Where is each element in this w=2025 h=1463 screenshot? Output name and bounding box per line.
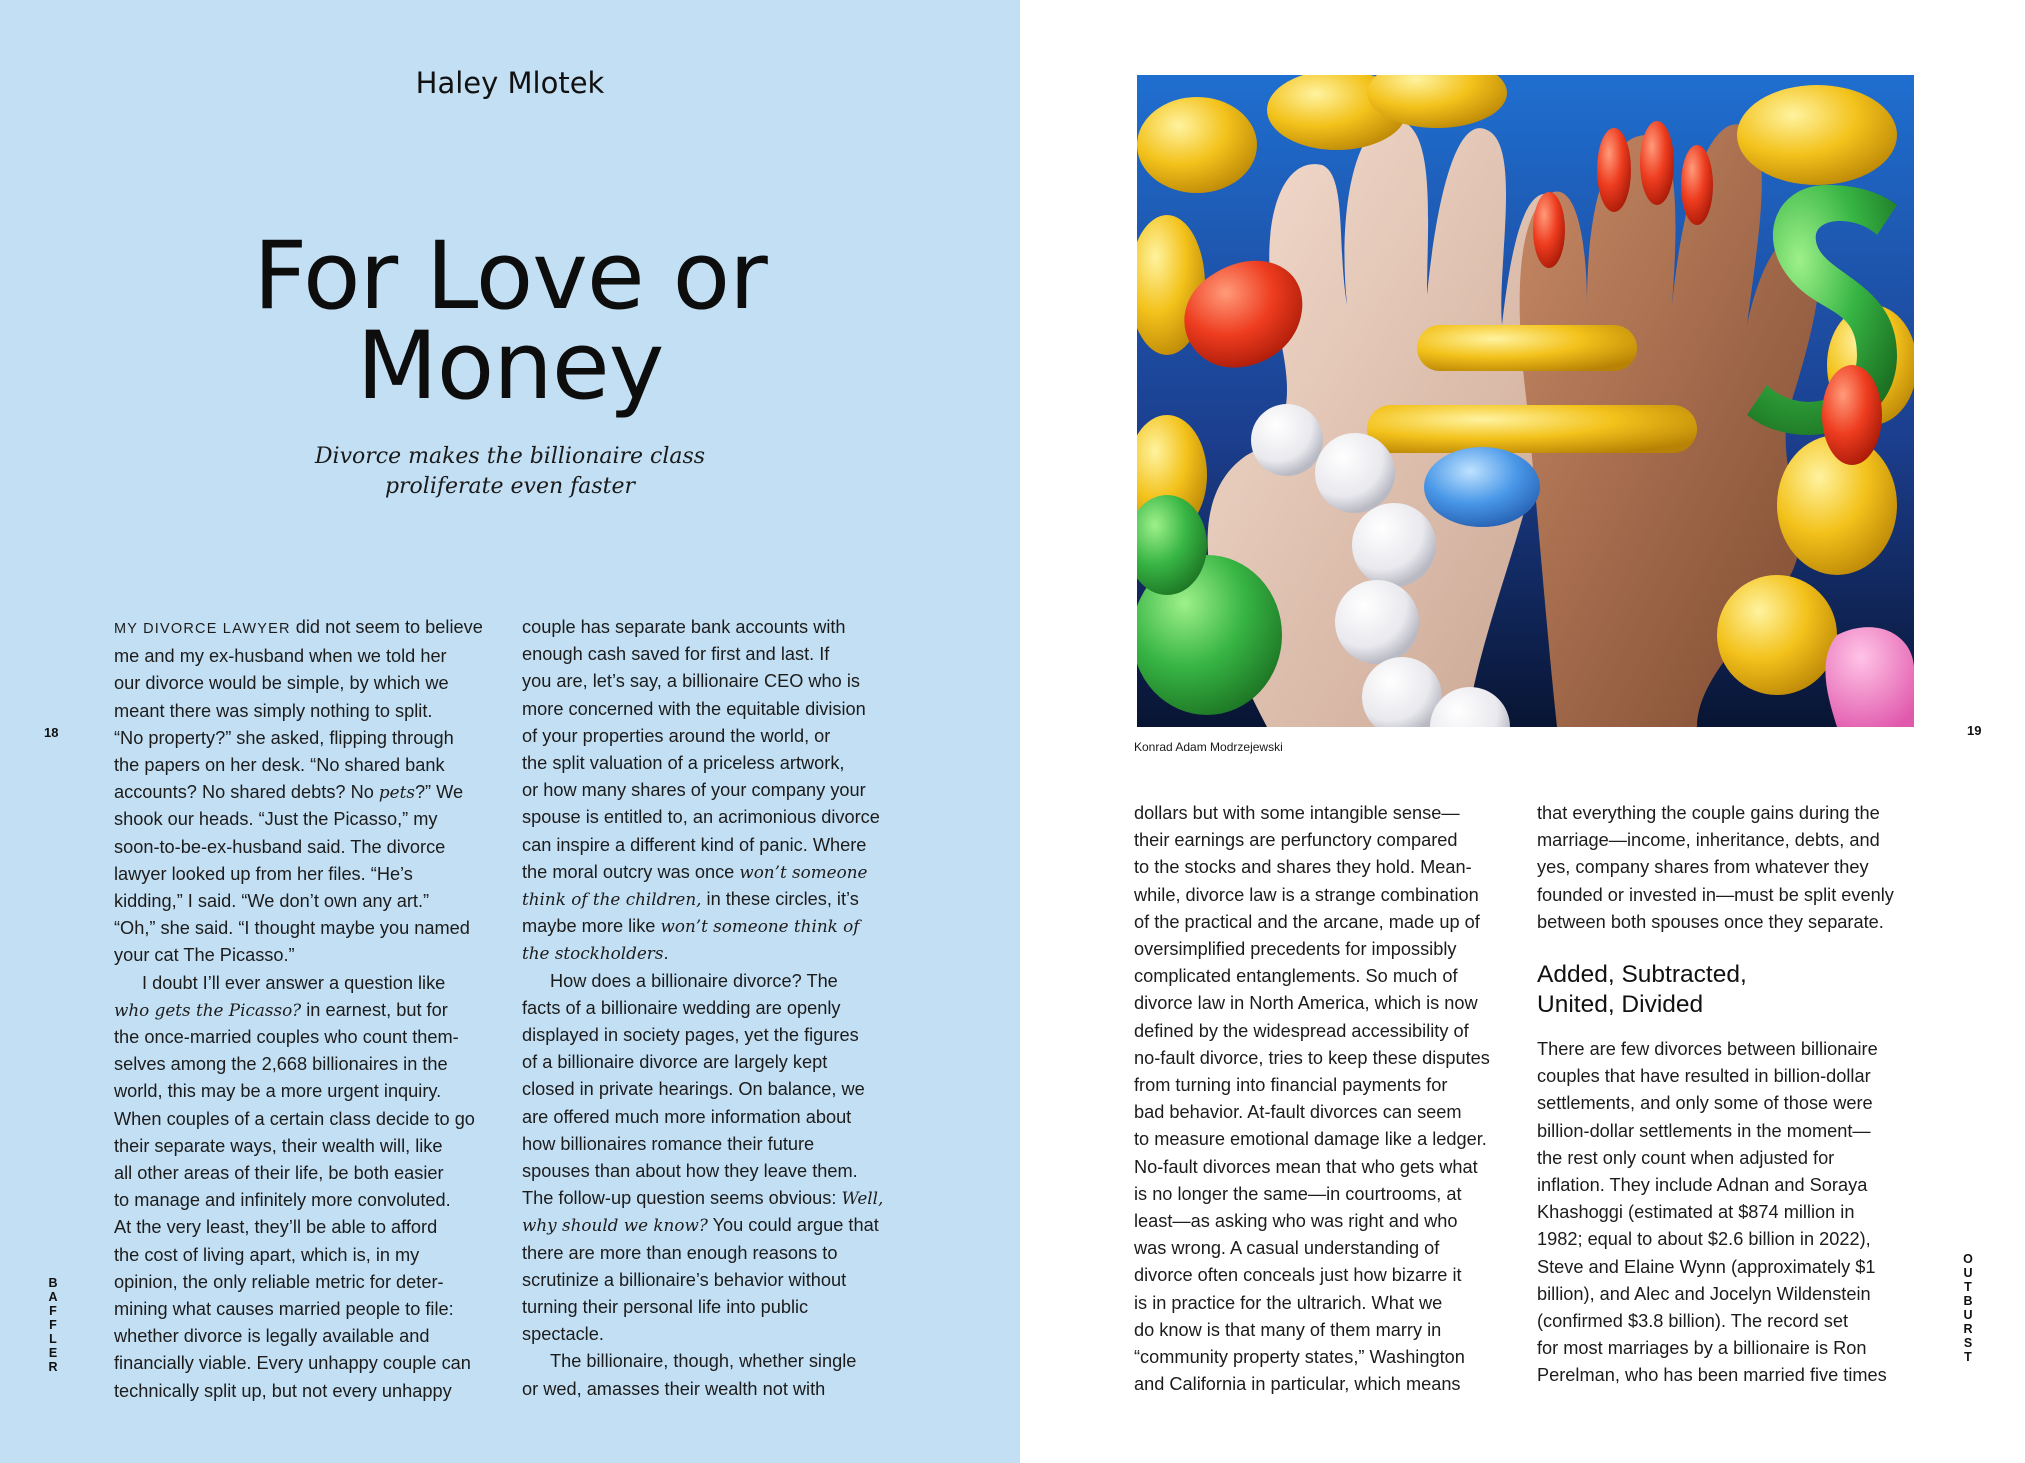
lead-in: MY DIVORCE LAWYER (114, 621, 291, 637)
blue-gem-shape (1424, 447, 1540, 527)
vertical-letter: T (1964, 1280, 1972, 1294)
body-line: and California in particular, which means (1134, 1374, 1461, 1395)
body-line: defined by the widespread accessibility of (1134, 1020, 1469, 1041)
vertical-letter: F (49, 1318, 57, 1332)
body-line: there are more than enough reasons to (522, 1242, 838, 1263)
red-gem-shape (1822, 365, 1882, 465)
body-line: the split valuation of a priceless artwork, (522, 753, 845, 774)
gold-bar-shape (1417, 325, 1637, 371)
body-line: to the stocks and shares they hold. Mean- (1134, 857, 1472, 878)
body-line: settlements, and only some of those were (1537, 1093, 1873, 1114)
body-line: least—as asking who was right and who (1134, 1211, 1458, 1232)
body-line: from turning into financial payments for (1134, 1075, 1448, 1096)
subhead-line: Added, Subtracted, (1537, 961, 1747, 989)
body-line: “No property?” she asked, flipping through (114, 727, 454, 748)
body-line: more concerned with the equitable division (522, 698, 866, 719)
nail-shape (1681, 145, 1713, 225)
body-line (522, 859, 922, 886)
gold-blob-shape (1137, 97, 1257, 193)
vertical-letter: E (48, 1346, 58, 1360)
gold-blob-shape (1717, 575, 1837, 695)
article-title (0, 222, 1020, 421)
italic-text: the stockholders (522, 943, 664, 964)
body-line: or how many shares of your company your (522, 780, 866, 801)
body-line: your cat The Picasso.” (114, 945, 295, 966)
body-line: the papers on her desk. “No shared bank (114, 755, 445, 776)
body-line: There are few divorces between billionaire (1537, 1039, 1878, 1060)
body-line: whether divorce is legally available and (114, 1326, 430, 1347)
body-line: between both spouses once they separate. (1537, 911, 1884, 932)
page-number-left: 18 (44, 725, 59, 740)
body-line: “Oh,” she said. “I thought maybe you named (114, 918, 470, 939)
page-number-right: 19 (1967, 723, 1982, 738)
body-line: opinion, the only reliable metric for deter- (114, 1271, 444, 1292)
body-line: Perelman, who has been married five times (1537, 1365, 1887, 1386)
body-line: No-fault divorces mean that who gets what (1134, 1156, 1478, 1177)
body-line (114, 997, 514, 1024)
body-line: me and my ex-husband when we told her (114, 646, 447, 667)
body-line: billion-dollar settlements in the moment— (1537, 1120, 1871, 1141)
body-line: founded or invested in—must be split evenly (1537, 884, 1894, 905)
body-line: complicated entanglements. So much of (1134, 966, 1458, 987)
body-line: shook our heads. “Just the Picasso,” my (114, 809, 438, 830)
body-line: spouses than about how they leave them. (522, 1161, 858, 1182)
title-line-2: Money (356, 312, 664, 421)
body-line: closed in private hearings. On balance, we (522, 1079, 865, 1100)
body-line: is no longer the same—in courtrooms, at (1134, 1183, 1462, 1204)
body-line: billion), and Alec and Jocelyn Wildenstein (1537, 1283, 1871, 1304)
italic-text: who gets the Picasso? (114, 999, 302, 1020)
body-line: for most marriages by a billionaire is Ron (1537, 1338, 1867, 1359)
vertical-letter: B (1963, 1294, 1973, 1308)
vertical-letter: U (1963, 1308, 1973, 1322)
body-line: was wrong. A casual understanding of (1134, 1238, 1440, 1259)
body-line: world, this may be a more urgent inquiry. (114, 1081, 442, 1102)
body-text: ?” We (414, 782, 464, 803)
body-line: (confirmed $3.8 billion). The record set (1537, 1311, 1849, 1332)
body-line: facts of a billionaire wedding are openly (522, 997, 841, 1018)
vertical-letter: R (48, 1360, 58, 1374)
body-line: oversimplified precedents for impossibly (1134, 939, 1457, 960)
pearl-shape (1315, 433, 1395, 513)
nail-shape (1640, 121, 1674, 205)
body-line: technically split up, but not every unhappy (114, 1380, 452, 1401)
vertical-letter: R (1963, 1322, 1973, 1336)
body-line: “community property states,” Washington (1134, 1347, 1465, 1368)
body-line: How does a billionaire divorce? The (550, 970, 838, 991)
nail-shape (1533, 192, 1565, 268)
italic-text: pets (378, 782, 415, 803)
body-line (522, 886, 922, 913)
magazine-name-vertical (46, 1276, 60, 1374)
body-line: or wed, amasses their wealth not with (522, 1378, 826, 1399)
body-text: . (663, 943, 669, 964)
body-line: can inspire a different kind of panic. Where (522, 834, 867, 855)
body-line: meant there was simply nothing to split. (114, 700, 433, 721)
article-deck (0, 442, 1020, 502)
body-line: their earnings are perfunctory compared (1134, 830, 1458, 851)
body-line: lawyer looked up from her files. “He’s (114, 863, 413, 884)
vertical-letter: T (1964, 1350, 1972, 1364)
italic-text: won’t someone think of (660, 916, 860, 937)
body-line: of the practical and the arcane, made up of (1134, 911, 1480, 932)
body-line (114, 779, 514, 806)
body-line: how billionaires romance their future (522, 1133, 815, 1154)
body-text: You could argue that (707, 1215, 879, 1236)
body-line: When couples of a certain class decide to go (114, 1108, 475, 1129)
body-text: in earnest, but for (301, 999, 448, 1020)
body-line (522, 913, 922, 940)
pearl-shape (1335, 580, 1419, 664)
body-line: of a billionaire divorce are largely kept (522, 1052, 828, 1073)
body-line: financially viable. Every unhappy couple can (114, 1353, 471, 1374)
body-text: The follow-up question seems obvious: (522, 1188, 842, 1209)
subhead-line: United, Divided (1537, 991, 1704, 1019)
vertical-letter: S (1963, 1336, 1973, 1350)
gold-blob-shape (1737, 85, 1897, 185)
illustration (1137, 75, 1914, 727)
body-line: all other areas of their life, be both easier (114, 1163, 444, 1184)
body-column-3 (1134, 800, 1534, 1398)
body-line: inflation. They include Adnan and Soraya (1537, 1175, 1868, 1196)
pink-gem-shape (1825, 627, 1914, 727)
body-line: At the very least, they’ll be able to afford (114, 1217, 438, 1238)
body-line: bad behavior. At-fault divorces can seem (1134, 1102, 1462, 1123)
body-line: is in practice for the ultrarich. What we (1134, 1292, 1443, 1313)
body-line: soon-to-be-ex-husband said. The divorce (114, 836, 446, 857)
italic-text: why should we know? (522, 1215, 708, 1236)
body-line: dollars but with some intangible sense— (1134, 803, 1460, 823)
image-caption: Konrad Adam Modrzejewski (1134, 740, 1283, 754)
pearl-shape (1352, 503, 1436, 587)
italic-text: won’t someone (739, 861, 868, 882)
body-column-2 (522, 614, 922, 1403)
body-text: accounts? No shared debts? No (114, 782, 379, 803)
body-line: mining what causes married people to file: (114, 1299, 454, 1320)
body-line: the rest only count when adjusted for (1537, 1147, 1835, 1168)
body-line: enough cash saved for first and last. If (522, 644, 830, 665)
body-column-1 (114, 614, 514, 1405)
vertical-letter: U (1963, 1266, 1973, 1280)
body-line: Steve and Elaine Wynn (approximately $1 (1537, 1256, 1876, 1277)
body-column-4 (1537, 800, 1937, 1390)
italic-text: think of the children, (522, 889, 702, 910)
italic-text: Well, (841, 1188, 884, 1209)
body-line: do know is that many of them marry in (1134, 1319, 1442, 1340)
body-text: the moral outcry was once (522, 861, 740, 882)
body-line: marriage—income, inheritance, debts, and (1537, 830, 1880, 851)
body-line: Khashoggi (estimated at $874 million in (1537, 1202, 1855, 1223)
body-line: couples that have resulted in billion-dollar (1537, 1066, 1871, 1087)
vertical-letter: A (48, 1290, 58, 1304)
body-line (114, 614, 514, 643)
illustration-artwork (1137, 75, 1914, 727)
body-text: maybe more like (522, 916, 661, 937)
vertical-letter: L (49, 1332, 57, 1346)
body-line (522, 1212, 922, 1239)
body-text: did not seem to believe (290, 617, 483, 637)
body-line: divorce often conceals just how bizarre it (1134, 1265, 1462, 1286)
body-line: kidding,” I said. “We don’t own any art.” (114, 891, 430, 912)
body-line: I doubt I’ll ever answer a question like (142, 972, 446, 993)
body-line: that everything the couple gains during the (1537, 803, 1880, 823)
vertical-letter: B (48, 1276, 58, 1290)
body-line: to manage and infinitely more convoluted. (114, 1190, 451, 1211)
body-line: are offered much more information about (522, 1106, 852, 1127)
body-line: scrutinize a billionaire’s behavior without (522, 1269, 847, 1290)
body-line: of your properties around the world, or (522, 725, 831, 746)
body-line: selves among the 2,668 billionaires in the (114, 1054, 448, 1075)
body-line: 1982; equal to about $2.6 billion in 2022), (1537, 1229, 1871, 1250)
body-line: their separate ways, their wealth will, like (114, 1135, 443, 1156)
gold-bar-shape (1367, 405, 1697, 453)
vertical-letter: O (1963, 1252, 1973, 1266)
body-line: couple has separate bank accounts with (522, 617, 846, 637)
nail-shape (1597, 128, 1631, 212)
deck-line-1: Divorce makes the billionaire class (314, 444, 706, 469)
body-line (522, 940, 922, 967)
section-name-vertical (1961, 1252, 1975, 1364)
body-line (522, 1185, 922, 1212)
body-line: spouse is entitled to, an acrimonious divorce (522, 807, 880, 828)
body-line: to measure emotional damage like a ledger. (1134, 1129, 1487, 1150)
body-line: our divorce would be simple, by which we (114, 673, 449, 694)
author-byline: Haley Mlotek (415, 66, 605, 100)
section-subhead (1537, 960, 1937, 1020)
pearl-shape (1251, 404, 1323, 476)
body-line: no-fault divorce, tries to keep these disputes (1134, 1047, 1490, 1068)
body-line: while, divorce law is a strange combination (1134, 884, 1479, 905)
body-line: you are, let’s say, a billionaire CEO who is (522, 671, 860, 692)
body-line: divorce law in North America, which is now (1134, 993, 1478, 1014)
vertical-letter: F (49, 1304, 57, 1318)
title-line-1: For Love or (253, 222, 767, 331)
body-line: displayed in society pages, yet the figures (522, 1025, 859, 1046)
body-line: the cost of living apart, which is, in my (114, 1244, 420, 1265)
deck-line-2: proliferate even faster (384, 474, 636, 499)
body-line: The billionaire, though, whether single (550, 1351, 857, 1372)
body-line: yes, company shares from whatever they (1537, 857, 1869, 878)
body-line: the once-married couples who count them- (114, 1027, 459, 1048)
body-line: spectacle. (522, 1324, 604, 1345)
body-text: in these circles, it’s (701, 889, 859, 910)
body-line: turning their personal life into public (522, 1297, 809, 1318)
